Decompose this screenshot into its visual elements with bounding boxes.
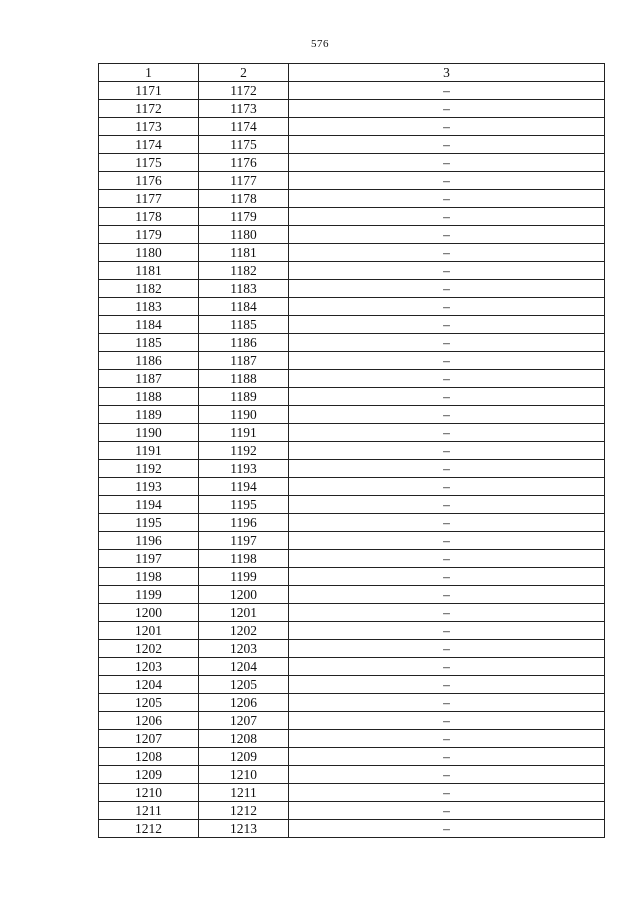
column-header-3: 3: [289, 64, 605, 82]
table-row: [99, 298, 605, 316]
table-cell-col-3: –: [289, 316, 605, 334]
table-cell-col-2: 1183: [199, 280, 289, 298]
table-cell-col-2: 1200: [199, 586, 289, 604]
table-cell-col-1: 1196: [99, 532, 199, 550]
table-cell-col-3: –: [289, 478, 605, 496]
table-cell-col-3: –: [289, 802, 605, 820]
table-cell-col-2: 1202: [199, 622, 289, 640]
table-row: [99, 784, 605, 802]
table-row: [99, 748, 605, 766]
table-row: [99, 334, 605, 352]
table-cell-col-1: 1210: [99, 784, 199, 802]
table-row: [99, 226, 605, 244]
table-cell-col-2: 1196: [199, 514, 289, 532]
table-row: [99, 730, 605, 748]
table-row: [99, 568, 605, 586]
column-header-2: 2: [199, 64, 289, 82]
table-cell-col-2: 1204: [199, 658, 289, 676]
table-cell-col-3: –: [289, 82, 605, 100]
data-table: [98, 63, 605, 838]
table-row: [99, 172, 605, 190]
table-cell-col-1: 1183: [99, 298, 199, 316]
table-cell-col-3: –: [289, 172, 605, 190]
table-cell-col-3: –: [289, 550, 605, 568]
table-cell-col-1: 1173: [99, 118, 199, 136]
table-cell-col-2: 1195: [199, 496, 289, 514]
table-cell-col-1: 1208: [99, 748, 199, 766]
table-cell-col-3: –: [289, 370, 605, 388]
table-cell-col-1: 1205: [99, 694, 199, 712]
table-cell-col-2: 1197: [199, 532, 289, 550]
table-cell-col-3: –: [289, 190, 605, 208]
table-row: [99, 280, 605, 298]
table-cell-col-1: 1175: [99, 154, 199, 172]
table-cell-col-3: –: [289, 676, 605, 694]
table-cell-col-1: 1193: [99, 478, 199, 496]
table-cell-col-3: –: [289, 784, 605, 802]
table-cell-col-3: –: [289, 388, 605, 406]
table-cell-col-1: 1178: [99, 208, 199, 226]
table-row: [99, 352, 605, 370]
page-number: 576: [311, 38, 329, 50]
table-row: [99, 712, 605, 730]
table-cell-col-1: 1185: [99, 334, 199, 352]
table-row: [99, 316, 605, 334]
table-cell-col-2: 1177: [199, 172, 289, 190]
table-cell-col-3: –: [289, 298, 605, 316]
table-cell-col-3: –: [289, 100, 605, 118]
table-row: [99, 154, 605, 172]
table-cell-col-1: 1188: [99, 388, 199, 406]
table-row: [99, 100, 605, 118]
table-row: [99, 550, 605, 568]
table-cell-col-1: 1187: [99, 370, 199, 388]
table-row: [99, 136, 605, 154]
table-cell-col-1: 1204: [99, 676, 199, 694]
table-cell-col-2: 1210: [199, 766, 289, 784]
table-cell-col-2: 1193: [199, 460, 289, 478]
column-header-1: 1: [99, 64, 199, 82]
table-cell-col-2: 1205: [199, 676, 289, 694]
table-cell-col-3: –: [289, 352, 605, 370]
table-cell-col-3: –: [289, 586, 605, 604]
table-cell-col-1: 1179: [99, 226, 199, 244]
table-cell-col-1: 1172: [99, 100, 199, 118]
table-cell-col-3: –: [289, 118, 605, 136]
table-cell-col-3: –: [289, 622, 605, 640]
table-cell-col-2: 1199: [199, 568, 289, 586]
table-cell-col-2: 1192: [199, 442, 289, 460]
table-cell-col-1: 1200: [99, 604, 199, 622]
table-row: [99, 514, 605, 532]
table-cell-col-2: 1184: [199, 298, 289, 316]
table-cell-col-1: 1194: [99, 496, 199, 514]
table-row: [99, 460, 605, 478]
table-cell-col-2: 1208: [199, 730, 289, 748]
table-cell-col-1: 1174: [99, 136, 199, 154]
table-cell-col-2: 1203: [199, 640, 289, 658]
table-row: [99, 802, 605, 820]
table-cell-col-3: –: [289, 460, 605, 478]
table-cell-col-3: –: [289, 514, 605, 532]
table-row: [99, 118, 605, 136]
table-cell-col-2: 1213: [199, 820, 289, 838]
table-cell-col-2: 1178: [199, 190, 289, 208]
table-row: [99, 478, 605, 496]
table-row: [99, 82, 605, 100]
table-row: [99, 820, 605, 838]
table-cell-col-2: 1181: [199, 244, 289, 262]
table-cell-col-3: –: [289, 496, 605, 514]
table-cell-col-3: –: [289, 730, 605, 748]
table-cell-col-2: 1173: [199, 100, 289, 118]
table-row: [99, 640, 605, 658]
table-cell-col-3: –: [289, 694, 605, 712]
table-cell-col-2: 1182: [199, 262, 289, 280]
table-row: [99, 244, 605, 262]
table-cell-col-3: –: [289, 424, 605, 442]
table-cell-col-2: 1172: [199, 82, 289, 100]
table-row: [99, 766, 605, 784]
table-cell-col-3: –: [289, 748, 605, 766]
table-cell-col-3: –: [289, 442, 605, 460]
table-cell-col-2: 1201: [199, 604, 289, 622]
table-cell-col-3: –: [289, 154, 605, 172]
table-cell-col-3: –: [289, 820, 605, 838]
table-cell-col-2: 1190: [199, 406, 289, 424]
table-cell-col-3: –: [289, 532, 605, 550]
table-cell-col-2: 1185: [199, 316, 289, 334]
table-row: [99, 586, 605, 604]
table-cell-col-1: 1209: [99, 766, 199, 784]
table-cell-col-2: 1180: [199, 226, 289, 244]
table-cell-col-3: –: [289, 244, 605, 262]
table-cell-col-1: 1181: [99, 262, 199, 280]
table-cell-col-3: –: [289, 136, 605, 154]
table-row: [99, 208, 605, 226]
table-cell-col-1: 1180: [99, 244, 199, 262]
table-body: [99, 82, 605, 838]
table-cell-col-3: –: [289, 208, 605, 226]
table-row: [99, 442, 605, 460]
table-cell-col-3: –: [289, 604, 605, 622]
table-row: [99, 190, 605, 208]
table-cell-col-1: 1176: [99, 172, 199, 190]
table-cell-col-2: 1188: [199, 370, 289, 388]
table-cell-col-1: 1203: [99, 658, 199, 676]
table-cell-col-3: –: [289, 280, 605, 298]
table-cell-col-1: 1198: [99, 568, 199, 586]
table-cell-col-2: 1207: [199, 712, 289, 730]
table-cell-col-2: 1189: [199, 388, 289, 406]
table-cell-col-2: 1176: [199, 154, 289, 172]
table-cell-col-1: 1171: [99, 82, 199, 100]
table-cell-col-1: 1201: [99, 622, 199, 640]
table-cell-col-1: 1189: [99, 406, 199, 424]
table-row: [99, 532, 605, 550]
table-cell-col-2: 1174: [199, 118, 289, 136]
table-cell-col-3: –: [289, 226, 605, 244]
table-cell-col-3: –: [289, 406, 605, 424]
table-cell-col-1: 1190: [99, 424, 199, 442]
table-cell-col-1: 1195: [99, 514, 199, 532]
table-cell-col-1: 1182: [99, 280, 199, 298]
table-row: [99, 496, 605, 514]
table-cell-col-2: 1211: [199, 784, 289, 802]
table-cell-col-3: –: [289, 658, 605, 676]
table-cell-col-1: 1186: [99, 352, 199, 370]
table-cell-col-1: 1211: [99, 802, 199, 820]
table-cell-col-1: 1202: [99, 640, 199, 658]
table-cell-col-2: 1209: [199, 748, 289, 766]
table-cell-col-3: –: [289, 334, 605, 352]
table-cell-col-2: 1206: [199, 694, 289, 712]
table-row: [99, 604, 605, 622]
table-cell-col-1: 1192: [99, 460, 199, 478]
table-header-row: [99, 64, 605, 82]
table-cell-col-3: –: [289, 262, 605, 280]
table-cell-col-1: 1191: [99, 442, 199, 460]
table-cell-col-1: 1199: [99, 586, 199, 604]
table-cell-col-2: 1212: [199, 802, 289, 820]
table-cell-col-1: 1184: [99, 316, 199, 334]
table-cell-col-1: 1207: [99, 730, 199, 748]
table-row: [99, 676, 605, 694]
table-cell-col-2: 1191: [199, 424, 289, 442]
table-row: [99, 658, 605, 676]
table-cell-col-2: 1198: [199, 550, 289, 568]
table-row: [99, 262, 605, 280]
table-cell-col-3: –: [289, 712, 605, 730]
table-cell-col-2: 1175: [199, 136, 289, 154]
table-row: [99, 424, 605, 442]
table-cell-col-3: –: [289, 640, 605, 658]
table-cell-col-1: 1197: [99, 550, 199, 568]
table-row: [99, 406, 605, 424]
table-cell-col-3: –: [289, 568, 605, 586]
table-row: [99, 388, 605, 406]
table-row: [99, 694, 605, 712]
table-cell-col-3: –: [289, 766, 605, 784]
table-cell-col-1: 1212: [99, 820, 199, 838]
table-cell-col-2: 1187: [199, 352, 289, 370]
table-cell-col-2: 1194: [199, 478, 289, 496]
table-row: [99, 622, 605, 640]
table-cell-col-1: 1177: [99, 190, 199, 208]
table-cell-col-1: 1206: [99, 712, 199, 730]
table-cell-col-2: 1186: [199, 334, 289, 352]
table-cell-col-2: 1179: [199, 208, 289, 226]
table-row: [99, 370, 605, 388]
